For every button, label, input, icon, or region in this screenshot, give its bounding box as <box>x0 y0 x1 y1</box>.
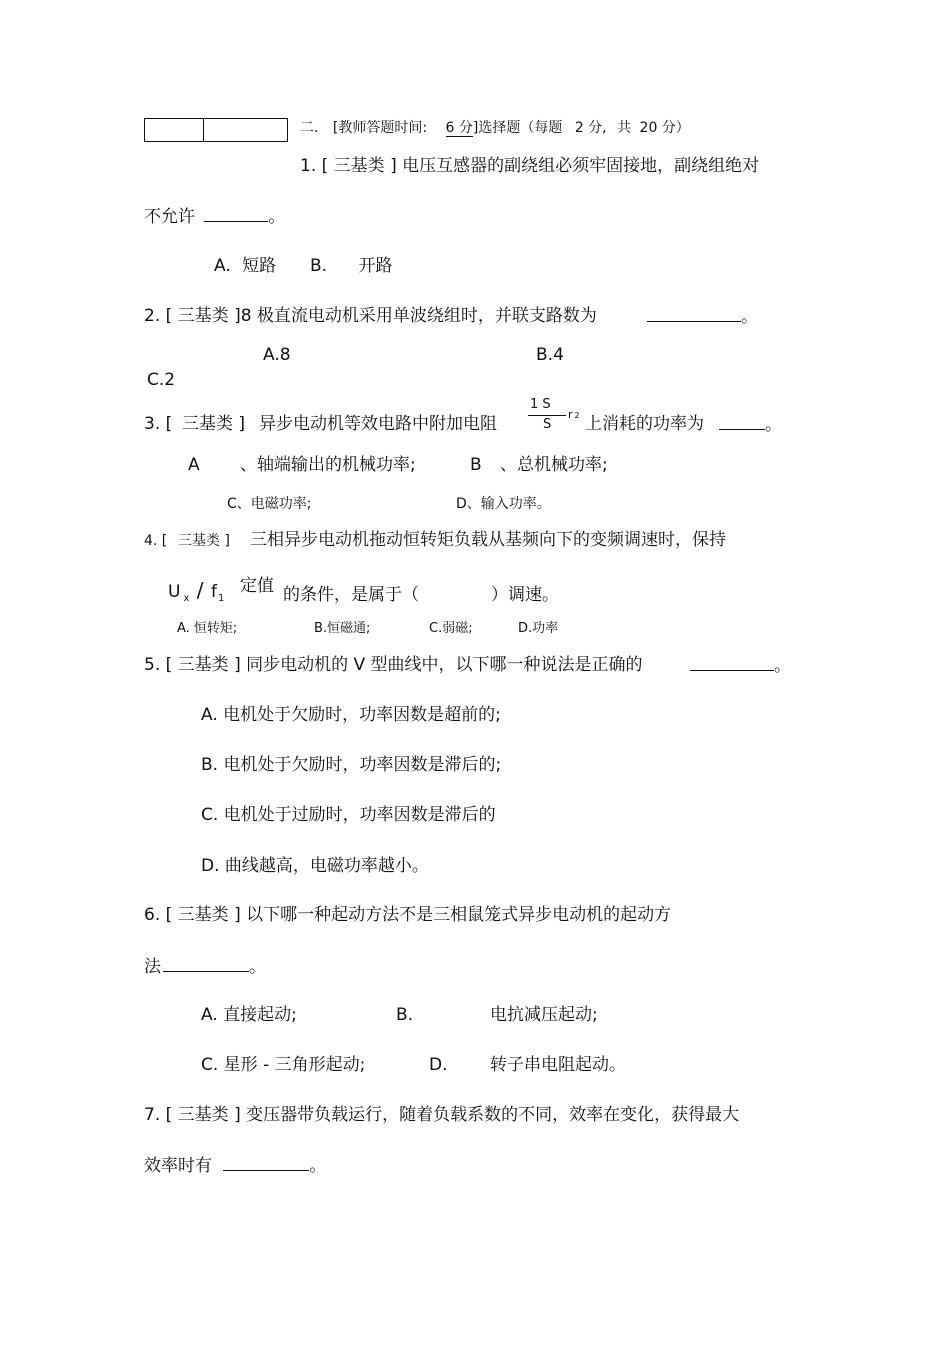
q4-slash: / <box>196 578 204 602</box>
q3-answer-blank[interactable] <box>719 414 765 430</box>
q2-answer-blank[interactable] <box>647 306 741 322</box>
q4-text2: 的条件，是属于（ <box>283 585 419 605</box>
q3-option-d: D、输入功率。 <box>456 496 551 512</box>
q1-option-b <box>310 256 392 276</box>
section-total-label: 共 <box>617 120 632 136</box>
q4-u-subscript: x <box>183 593 190 604</box>
q4-option-d: D.功率 <box>518 621 559 636</box>
q4-text: 三相异步电动机拖动恒转矩负载从基频向下的变频调速时，保持 <box>250 530 726 550</box>
q3-r: r <box>568 408 573 421</box>
q1-end: 。 <box>268 207 286 227</box>
q2-option-c: C.2 <box>147 370 176 390</box>
q1-line2-text: 不允许 <box>144 207 195 227</box>
score-cell-label <box>144 118 204 142</box>
q5-option-a: A. 电机处于欠励时，功率因数是超前的; <box>201 705 501 725</box>
q6-line2-text: 法 <box>144 957 161 977</box>
q4-f-subscript: 1 <box>217 593 225 604</box>
q3-option-a: 、轴端输出的机械功率; <box>240 455 416 475</box>
q2-option-b: B.4 <box>536 345 564 365</box>
q3-blank-group <box>719 414 782 435</box>
q3-option-b: 、总机械功率; <box>500 455 608 475</box>
q6-answer-blank[interactable] <box>163 956 249 972</box>
q1-option-a-key: A. <box>214 256 231 276</box>
q3-fraction-denominator: S <box>543 417 552 432</box>
q4-option-b: B.恒磁通; <box>314 621 371 636</box>
q6-option-a: A. 直接起动; <box>201 1005 297 1025</box>
q3-option-c: C、电磁功率; <box>227 496 312 512</box>
q5-blank-group <box>690 655 791 676</box>
q1-answer-blank[interactable] <box>204 206 268 222</box>
q4-u: U <box>168 582 181 602</box>
q5-end: 。 <box>774 656 791 676</box>
q6-option-b: 电抗减压起动; <box>490 1005 598 1025</box>
q4-option-c: C.弱磁; <box>429 621 473 636</box>
q7-answer-blank[interactable] <box>223 1155 309 1171</box>
q4-tag: 三基类 ] <box>178 533 230 549</box>
q5-answer-blank[interactable] <box>690 655 774 671</box>
q4-option-a: A. 恒转矩; <box>177 621 238 636</box>
section-prefix: 二. <box>300 120 319 136</box>
q3-resistance-symbol <box>568 409 580 422</box>
q6-end: 。 <box>249 957 266 977</box>
section-timing-label: [教师答题时间: <box>332 120 428 136</box>
q1-option-b-key: B. <box>310 256 328 276</box>
q4-constant: 定值 <box>240 576 274 596</box>
score-cell-value <box>204 118 288 142</box>
q5-option-b: B. 电机处于欠励时，功率因数是滞后的; <box>201 755 502 775</box>
q6-line2 <box>144 956 266 977</box>
q1-option-b-text: 开路 <box>358 256 393 276</box>
q2-option-a: A.8 <box>263 345 291 365</box>
q1-line2 <box>144 206 285 227</box>
q3-end: 。 <box>765 415 782 435</box>
q2-blank-group <box>647 306 758 327</box>
q3-option-b-key: B <box>470 455 482 475</box>
q6-option-b-key: B. <box>396 1005 414 1025</box>
q3-r-subscript: 2 <box>574 411 580 420</box>
q2-end: 。 <box>741 307 758 327</box>
q7-end: 。 <box>309 1156 327 1176</box>
q6-option-d-key: D. <box>429 1055 448 1075</box>
section-header <box>300 119 690 137</box>
q5-option-d: D. 曲线越高，电磁功率越小。 <box>201 856 429 876</box>
section-title: ]选择题（每题 <box>472 120 563 136</box>
q1-line1: 1. [ 三基类 ] 电压互感器的副绕组必须牢固接地，副绕组绝对 <box>300 156 760 176</box>
q2-text: 2. [ 三基类 ]8 极直流电动机采用单波绕组时，并联支路数为 <box>144 306 597 326</box>
q6-line1: 6. [ 三基类 ] 以下哪一种起动方法不是三相鼠笼式异步电动机的起动方 <box>144 905 672 925</box>
q1-option-a-text: 短路 <box>242 256 277 276</box>
q4-text3: ）调速。 <box>491 585 559 605</box>
q6-option-c: C. 星形 - 三角形起动; <box>201 1055 366 1075</box>
q7-line2 <box>144 1155 326 1176</box>
q3-fraction-numerator: 1 S <box>530 397 551 412</box>
q3-text2: 上消耗的功率为 <box>585 414 704 434</box>
section-total-value: 20 分） <box>639 120 690 136</box>
q3-number: 3. [ <box>144 414 173 434</box>
q3-tag: 三基类 ] <box>182 414 246 434</box>
q3-option-a-key: A <box>188 455 200 475</box>
q7-line2-text: 效率时有 <box>144 1156 212 1176</box>
q4-number: 4. [ <box>144 533 168 549</box>
section-timing-value: 6 分 <box>445 120 473 136</box>
q5-option-c: C. 电机处于过励时，功率因数是滞后的 <box>201 805 496 825</box>
q6-option-d: 转子串电阻起动。 <box>490 1055 626 1075</box>
q3-fraction-bar <box>528 415 566 416</box>
q4-ratio <box>168 580 224 605</box>
q5-text: 5. [ 三基类 ] 同步电动机的 V 型曲线中，以下哪一种说法是正确的 <box>144 655 643 675</box>
q7-line1: 7. [ 三基类 ] 变压器带负载运行，随着负载系数的不同，效率在变化，获得最大 <box>144 1105 740 1125</box>
section-points: 2 分, <box>574 120 607 136</box>
score-table <box>144 118 288 142</box>
q4-f: f <box>210 582 217 602</box>
q1-option-a <box>214 256 276 276</box>
q3-text: 异步电动机等效电路中附加电阻 <box>259 414 497 434</box>
